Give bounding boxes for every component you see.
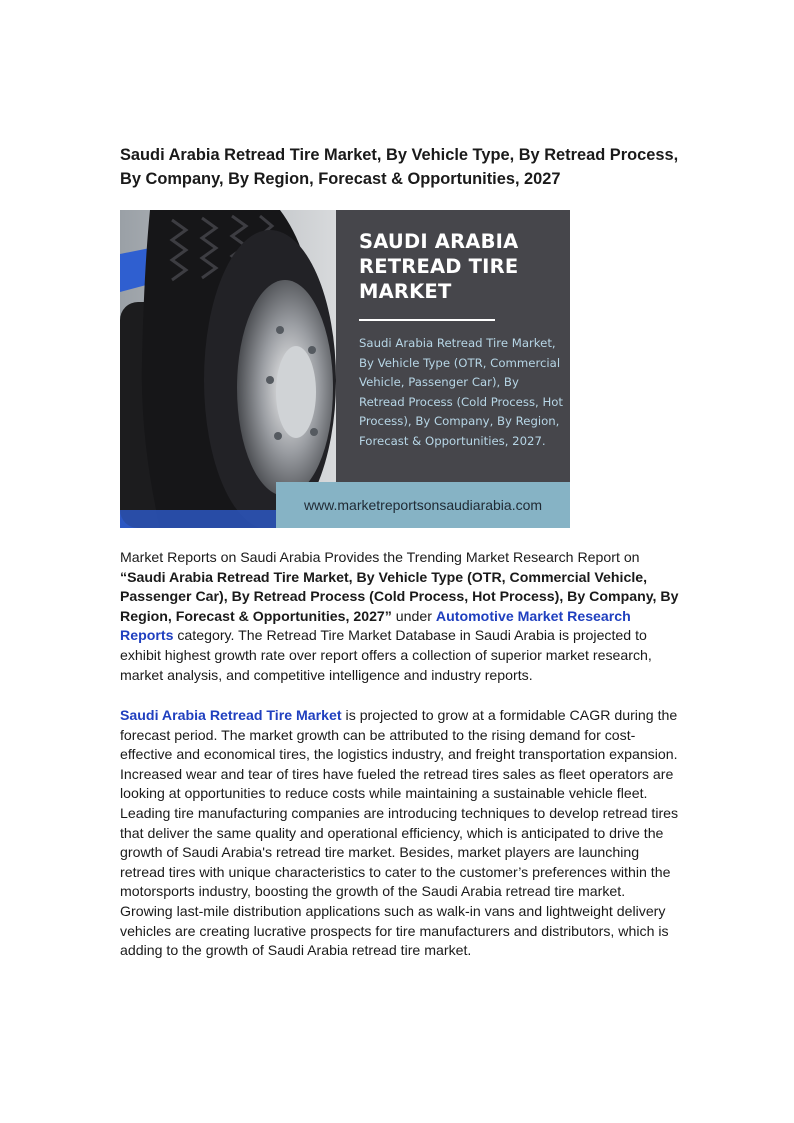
- market-paragraph: [120, 706, 680, 961]
- market-paragraph-text: is projected to grow at a formidable CAGR during the forecast period. The market growth can be attributed to the rising demand for cost-effective and economical tires, the logistics industry, and freight transportation expansion. Increased wear and tear of tires have fueled the retread tires sales as fleet operators are looking at opportunities to reduce costs while maintaining a sustainable vehicle fleet. Leading tire manufacturing companies are introducing techniques to develop retread tires that deliver the same quality and operational efficiency, which is anticipated to drive the growth of Saudi Arabia's retread tire market. Besides, market players are launching retread tires with unique characteristics to cater to the customer’s preferences within the motorsports industry, boosting the growth of the Saudi Arabia retread tire market. Growing last-mile distribution applications such as walk-in vans and lightweight delivery vehicles are creating lucrative prospects for tire manufacturers and distributors, which is adding to the growth of Saudi Arabia retread tire market.: [120, 707, 679, 959]
- banner-description: Saudi Arabia Retread Tire Market, By Vehicle Type (OTR, Commercial Vehicle, Passenger Car), By Retread Process (Cold Process, Hot Process), By Company, By Region, Forecast & Opportunities, 2027.: [359, 336, 563, 448]
- report-title-quote: “Saudi Arabia Retread Tire Market, By Vehicle Type (OTR, Commercial Vehicle, Passenger Car), By Retread Process (Cold Process, Hot Process), By Company, By Region, Forecast & Opportunities, 2027”: [120, 568, 679, 624]
- intro-text: Market Reports on Saudi Arabia Provides the Trending Market Research Report on: [120, 549, 640, 565]
- report-banner: [120, 210, 570, 528]
- banner-divider: [359, 319, 495, 321]
- market-report-link[interactable]: Saudi Arabia Retread Tire Market: [120, 707, 342, 723]
- banner-url-bar: [276, 482, 570, 528]
- banner-text-panel: [336, 210, 570, 482]
- intro-paragraph: [120, 548, 680, 685]
- tire-photo-icon: [120, 210, 336, 528]
- under-text: under: [391, 607, 436, 624]
- banner-heading: SAUDI ARABIA RETREAD TIRE MARKET: [359, 230, 519, 303]
- automotive-category-link[interactable]: Automotive Market Research Reports: [120, 607, 631, 644]
- document-title: Saudi Arabia Retread Tire Market, By Vehicle Type, By Retread Process, By Company, By Region, Forecast & Opportunities, 2027: [120, 146, 679, 188]
- banner-url: www.marketreportsonsaudiarabia.com: [303, 497, 543, 513]
- intro-rest-text: category. The Retread Tire Market Database in Saudi Arabia is projected to exhibit highest growth rate over report offers a collection of superior market research, market analysis, and competitive intelligence and industry reports.: [120, 627, 652, 683]
